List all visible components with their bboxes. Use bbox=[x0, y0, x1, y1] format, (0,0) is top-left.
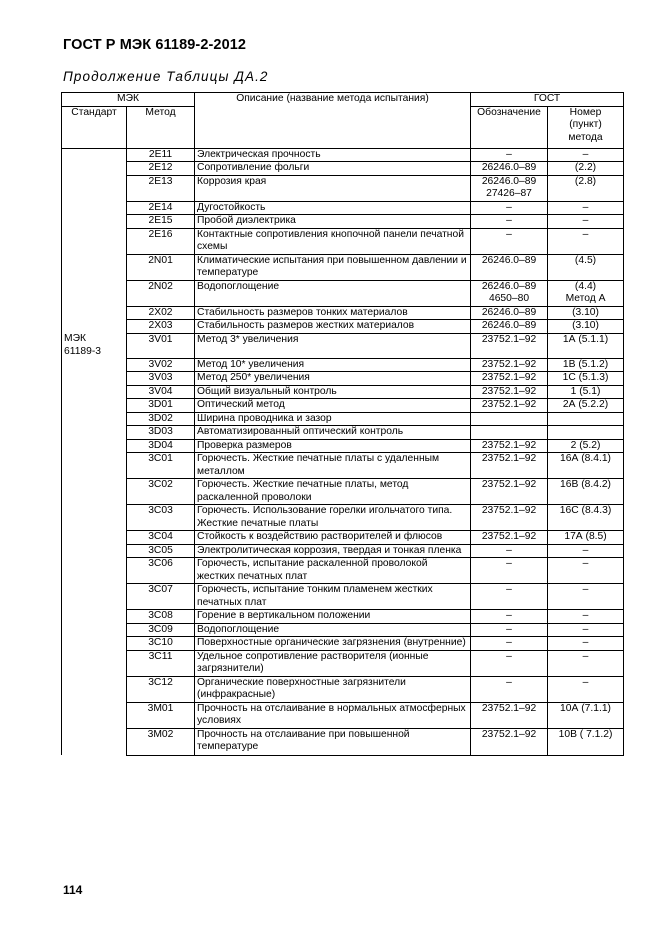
table-row bbox=[62, 702, 624, 728]
cell-method-number: – bbox=[548, 650, 624, 676]
cell-standard bbox=[62, 479, 127, 505]
cell-designation: 26246.0–89 27426–87 bbox=[471, 175, 548, 201]
cell-method-number: 1С (5.1.3) bbox=[548, 372, 624, 386]
cell-method-number: 1 (5.1) bbox=[548, 385, 624, 399]
cell-description: Горение в вертикальном положении bbox=[195, 610, 471, 624]
cell-designation: – bbox=[471, 201, 548, 215]
cell-standard bbox=[62, 531, 127, 545]
cell-standard bbox=[62, 584, 127, 610]
cell-designation: – bbox=[471, 558, 548, 584]
cell-description: Водопоглощение bbox=[195, 280, 471, 306]
cell-description: Метод 10* увеличения bbox=[195, 358, 471, 372]
cell-designation: – bbox=[471, 544, 548, 558]
cell-description: Горючесть. Жесткие печатные платы, метод раскаленной проволоки bbox=[195, 479, 471, 505]
table-row bbox=[62, 333, 624, 358]
cell-method: 2N02 bbox=[127, 280, 195, 306]
cell-method: 3C08 bbox=[127, 610, 195, 624]
cell-designation: 23752.1–92 bbox=[471, 439, 548, 453]
table-row bbox=[62, 544, 624, 558]
table-row bbox=[62, 162, 624, 176]
table-row bbox=[62, 453, 624, 479]
cell-method-number: 10В ( 7.1.2) bbox=[548, 728, 624, 755]
table-header bbox=[62, 93, 624, 149]
cell-standard bbox=[62, 385, 127, 399]
cell-description: Общий визуальный контроль bbox=[195, 385, 471, 399]
cell-method-number: (3.10) bbox=[548, 320, 624, 334]
cell-standard bbox=[62, 426, 127, 440]
cell-description: Прочность на отслаивание при повышенной температуре bbox=[195, 728, 471, 755]
cell-method-number: 2А (5.2.2) bbox=[548, 399, 624, 413]
cell-method: 3C06 bbox=[127, 558, 195, 584]
cell-designation: 26246.0–89 bbox=[471, 254, 548, 280]
cell-method-number bbox=[548, 426, 624, 440]
cell-standard: МЭК 61189-3 bbox=[62, 333, 127, 358]
cell-description: Удельное сопротивление растворителя (ионные загрязнители) bbox=[195, 650, 471, 676]
cell-description: Электролитическая коррозия, твердая и тонкая пленка bbox=[195, 544, 471, 558]
cell-standard bbox=[62, 544, 127, 558]
table-row bbox=[62, 623, 624, 637]
cell-designation: 26246.0–89 bbox=[471, 320, 548, 334]
table-row bbox=[62, 676, 624, 702]
cell-standard bbox=[62, 306, 127, 320]
cell-designation bbox=[471, 412, 548, 426]
cell-method: 3M02 bbox=[127, 728, 195, 755]
table-row bbox=[62, 439, 624, 453]
cell-description: Проверка размеров bbox=[195, 439, 471, 453]
cell-method-number: – bbox=[548, 201, 624, 215]
cell-standard bbox=[62, 637, 127, 651]
cell-method-number: – bbox=[548, 558, 624, 584]
cell-method: 3D02 bbox=[127, 412, 195, 426]
cell-designation: – bbox=[471, 676, 548, 702]
cell-description: Стабильность размеров жестких материалов bbox=[195, 320, 471, 334]
cell-method-number: 2 (5.2) bbox=[548, 439, 624, 453]
cell-method: 3M01 bbox=[127, 702, 195, 728]
table-row bbox=[62, 385, 624, 399]
cell-description: Климатические испытания при повышенном давлении и температуре bbox=[195, 254, 471, 280]
cell-standard bbox=[62, 412, 127, 426]
cell-method: 3C12 bbox=[127, 676, 195, 702]
cell-method: 2E12 bbox=[127, 162, 195, 176]
cell-description: Горючесть. Использование горелки игольчатого типа. Жесткие печатные платы bbox=[195, 505, 471, 531]
document-code: ГОСТ Р МЭК 61189-2-2012 bbox=[63, 37, 247, 53]
cell-method: 3D01 bbox=[127, 399, 195, 413]
cell-method-number: – bbox=[548, 228, 624, 254]
cell-method: 2X03 bbox=[127, 320, 195, 334]
table-row bbox=[62, 280, 624, 306]
cell-standard bbox=[62, 162, 127, 176]
cell-designation: 23752.1–92 bbox=[471, 453, 548, 479]
cell-designation bbox=[471, 426, 548, 440]
cell-description: Прочность на отслаивание в нормальных атмосферных условиях bbox=[195, 702, 471, 728]
table-row bbox=[62, 201, 624, 215]
cell-designation: 23752.1–92 bbox=[471, 479, 548, 505]
cell-designation: 26246.0–89 4650–80 bbox=[471, 280, 548, 306]
table-row bbox=[62, 306, 624, 320]
cell-method-number: 16А (8.4.1) bbox=[548, 453, 624, 479]
header-gost-group: ГОСТ bbox=[471, 93, 624, 107]
header-description: Описание (название метода испытания) bbox=[195, 93, 471, 149]
cell-method: 3C07 bbox=[127, 584, 195, 610]
cell-description: Коррозия края bbox=[195, 175, 471, 201]
cell-method: 3C09 bbox=[127, 623, 195, 637]
cell-method-number: – bbox=[548, 676, 624, 702]
table-row bbox=[62, 728, 624, 755]
table-row bbox=[62, 505, 624, 531]
cell-standard bbox=[62, 372, 127, 386]
table-row bbox=[62, 637, 624, 651]
cell-method-number: (4.4) Метод А bbox=[548, 280, 624, 306]
cell-description: Горючесть, испытание тонким пламенем жестких печатных плат bbox=[195, 584, 471, 610]
cell-designation: – bbox=[471, 584, 548, 610]
cell-description: Электрическая прочность bbox=[195, 148, 471, 162]
table-row bbox=[62, 479, 624, 505]
header-iec-group: МЭК bbox=[62, 93, 195, 107]
cell-designation: – bbox=[471, 228, 548, 254]
header-number: Номер (пункт) метода bbox=[548, 106, 624, 148]
cell-designation: – bbox=[471, 637, 548, 651]
cell-method: 2E14 bbox=[127, 201, 195, 215]
cell-standard bbox=[62, 148, 127, 162]
cell-method-number: – bbox=[548, 623, 624, 637]
table-continuation-title: Продолжение Таблицы ДА.2 bbox=[63, 69, 269, 84]
cell-standard bbox=[62, 676, 127, 702]
cell-method-number: – bbox=[548, 215, 624, 229]
cell-method-number: (4.5) bbox=[548, 254, 624, 280]
cell-standard bbox=[62, 610, 127, 624]
cell-standard bbox=[62, 254, 127, 280]
cell-designation: 26246.0–89 bbox=[471, 306, 548, 320]
cell-method: 2E13 bbox=[127, 175, 195, 201]
gost-correspondence-table bbox=[61, 92, 624, 756]
cell-method: 3V02 bbox=[127, 358, 195, 372]
cell-standard bbox=[62, 280, 127, 306]
table-row bbox=[62, 426, 624, 440]
table-row bbox=[62, 148, 624, 162]
cell-standard bbox=[62, 453, 127, 479]
cell-method: 3C03 bbox=[127, 505, 195, 531]
cell-method-number: 10А (7.1.1) bbox=[548, 702, 624, 728]
cell-designation: 23752.1–92 bbox=[471, 333, 548, 358]
cell-description: Горючесть, испытание раскаленной проволокой жестких печатных плат bbox=[195, 558, 471, 584]
cell-method-number: 16С (8.4.3) bbox=[548, 505, 624, 531]
table-row bbox=[62, 254, 624, 280]
cell-standard bbox=[62, 358, 127, 372]
cell-standard bbox=[62, 228, 127, 254]
cell-method: 2E16 bbox=[127, 228, 195, 254]
cell-description: Поверхностные органические загрязнения (внутренние) bbox=[195, 637, 471, 651]
cell-designation: 23752.1–92 bbox=[471, 399, 548, 413]
table-row bbox=[62, 320, 624, 334]
cell-description: Горючесть. Жесткие печатные платы с удаленным металлом bbox=[195, 453, 471, 479]
cell-description: Оптический метод bbox=[195, 399, 471, 413]
cell-designation: 23752.1–92 bbox=[471, 372, 548, 386]
cell-method: 3C05 bbox=[127, 544, 195, 558]
table-row bbox=[62, 531, 624, 545]
cell-method: 3D04 bbox=[127, 439, 195, 453]
cell-method-number: – bbox=[548, 584, 624, 610]
cell-method-number: (2.2) bbox=[548, 162, 624, 176]
cell-designation: 23752.1–92 bbox=[471, 505, 548, 531]
cell-method: 3C04 bbox=[127, 531, 195, 545]
cell-method: 3C11 bbox=[127, 650, 195, 676]
cell-standard bbox=[62, 320, 127, 334]
cell-description: Стойкость к воздействию растворителей и флюсов bbox=[195, 531, 471, 545]
cell-method-number: (2.8) bbox=[548, 175, 624, 201]
table-row bbox=[62, 412, 624, 426]
cell-designation: 23752.1–92 bbox=[471, 531, 548, 545]
cell-standard bbox=[62, 505, 127, 531]
cell-method: 3V03 bbox=[127, 372, 195, 386]
cell-method-number: 1В (5.1.2) bbox=[548, 358, 624, 372]
cell-method: 3D03 bbox=[127, 426, 195, 440]
cell-designation: – bbox=[471, 148, 548, 162]
cell-description: Метод 3* увеличения bbox=[195, 333, 471, 358]
page-number: 114 bbox=[63, 883, 83, 897]
header-designation: Обозначение bbox=[471, 106, 548, 148]
cell-standard bbox=[62, 702, 127, 728]
table-row bbox=[62, 650, 624, 676]
table-body bbox=[62, 148, 624, 755]
cell-designation: – bbox=[471, 650, 548, 676]
cell-method-number bbox=[548, 412, 624, 426]
cell-standard bbox=[62, 623, 127, 637]
table-row bbox=[62, 175, 624, 201]
cell-description: Метод 250* увеличения bbox=[195, 372, 471, 386]
cell-standard bbox=[62, 175, 127, 201]
cell-description: Органические поверхностные загрязнители (инфракрасные) bbox=[195, 676, 471, 702]
cell-description: Пробой диэлектрика bbox=[195, 215, 471, 229]
cell-method-number: – bbox=[548, 544, 624, 558]
cell-method: 3V01 bbox=[127, 333, 195, 358]
cell-standard bbox=[62, 399, 127, 413]
cell-designation: 26246.0–89 bbox=[471, 162, 548, 176]
table-row bbox=[62, 558, 624, 584]
cell-method: 2E11 bbox=[127, 148, 195, 162]
cell-method-number: 17А (8.5) bbox=[548, 531, 624, 545]
cell-designation: 23752.1–92 bbox=[471, 385, 548, 399]
cell-designation: 23752.1–92 bbox=[471, 358, 548, 372]
cell-standard bbox=[62, 215, 127, 229]
table-row bbox=[62, 372, 624, 386]
cell-method-number: 1А (5.1.1) bbox=[548, 333, 624, 358]
cell-designation: – bbox=[471, 215, 548, 229]
cell-method: 2X02 bbox=[127, 306, 195, 320]
cell-standard bbox=[62, 201, 127, 215]
cell-description: Водопоглощение bbox=[195, 623, 471, 637]
cell-description: Контактные сопротивления кнопочной панели печатной схемы bbox=[195, 228, 471, 254]
cell-method: 2N01 bbox=[127, 254, 195, 280]
cell-standard bbox=[62, 650, 127, 676]
header-method: Метод bbox=[127, 106, 195, 148]
table-row bbox=[62, 358, 624, 372]
cell-designation: 23752.1–92 bbox=[471, 702, 548, 728]
cell-method: 2E15 bbox=[127, 215, 195, 229]
cell-method-number: (3.10) bbox=[548, 306, 624, 320]
cell-method: 3C02 bbox=[127, 479, 195, 505]
table-row bbox=[62, 228, 624, 254]
table-row bbox=[62, 584, 624, 610]
cell-method-number: – bbox=[548, 610, 624, 624]
cell-method: 3C10 bbox=[127, 637, 195, 651]
header-standard: Стандарт bbox=[62, 106, 127, 148]
cell-method-number: 16В (8.4.2) bbox=[548, 479, 624, 505]
cell-description: Стабильность размеров тонких материалов bbox=[195, 306, 471, 320]
cell-method: 3C01 bbox=[127, 453, 195, 479]
cell-standard bbox=[62, 439, 127, 453]
table-row bbox=[62, 399, 624, 413]
table-row bbox=[62, 610, 624, 624]
cell-standard bbox=[62, 558, 127, 584]
cell-description: Дугостойкость bbox=[195, 201, 471, 215]
cell-designation: 23752.1–92 bbox=[471, 728, 548, 755]
cell-designation: – bbox=[471, 610, 548, 624]
cell-method: 3V04 bbox=[127, 385, 195, 399]
cell-method-number: – bbox=[548, 148, 624, 162]
cell-method-number: – bbox=[548, 637, 624, 651]
cell-designation: – bbox=[471, 623, 548, 637]
cell-description: Ширина проводника и зазор bbox=[195, 412, 471, 426]
cell-description: Автоматизированный оптический контроль bbox=[195, 426, 471, 440]
cell-standard bbox=[62, 728, 127, 755]
cell-description: Сопротивление фольги bbox=[195, 162, 471, 176]
table-row bbox=[62, 215, 624, 229]
